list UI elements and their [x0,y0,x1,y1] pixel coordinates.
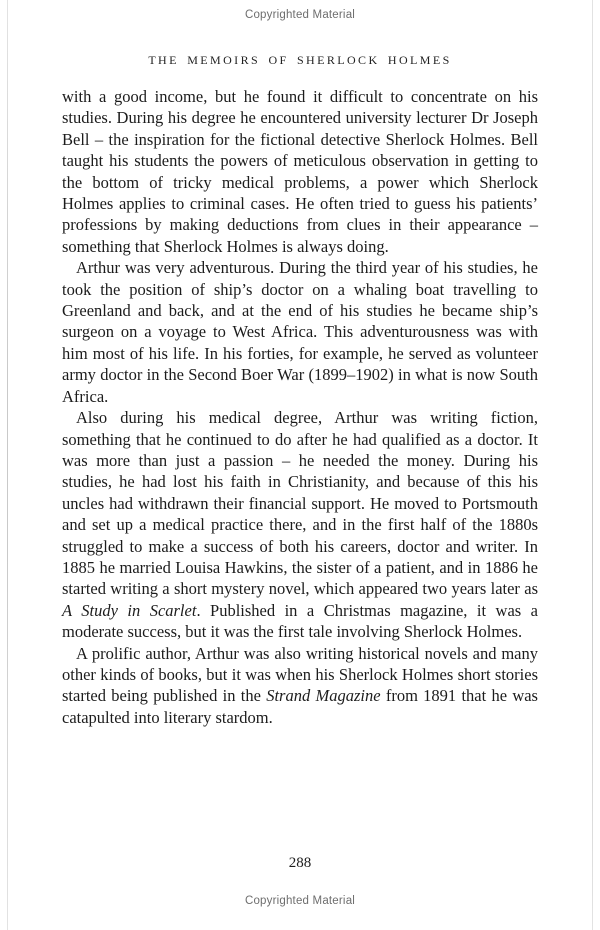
page-edge-left [7,0,8,930]
paragraph [62,643,538,729]
running-head: THE MEMOIRS OF SHERLOCK HOLMES [148,53,452,67]
text-run: Arthur was very adventurous. During the third year of his studies, he took the position of ship’s doctor on a whaling boat travelling to Greenland and back, and at the end of his studies he became ship’s surgeon on a voyage to West Africa. This adventurousness was with him most of his life. In his forties, for example, he served as volunteer army doctor in the Second Boer War (1899–1902) in what is now South Africa. [62,258,538,406]
text-run: . Published in a Christmas magazine, it was a moderate success, but it was the first tale involving Sherlock Holmes. [62,600,539,642]
text-run: with a good income, but he found it difficult to concentrate on his studies. During his degree he encountered university lecturer Dr Joseph Bell – the inspiration for the fictional detective Sherlock Holmes. Bell taught his students the powers of meticulous observation in getting to the bottom of tricky medical problems, a power which Sherlock Holmes applies to criminal cases. He often tried to guess his patients’ professions by making deductions from clues in their appearance – something that Sherlock Holmes is always doing. [62,87,538,256]
copyright-notice-top: Copyrighted Material [244,9,356,21]
page-number: 288 [288,855,312,871]
copyright-notice-bottom: Copyrighted Material [244,895,356,907]
body-text [62,86,538,728]
paragraph [62,407,538,642]
italic-text-run: A Study in Scarlet [62,600,197,620]
text-run: A prolific author, Arthur was also writing historical novels and many other kinds of books, but it was when his Sherlock Holmes short stories started being published in the [62,643,538,706]
page-edge-right [592,0,593,930]
paragraph [62,86,538,257]
italic-text-run: Strand Magazine [266,686,381,706]
text-run: from 1891 that he was catapulted into literary stardom. [62,686,538,727]
text-run: Also during his medical degree, Arthur was writing fiction, something that he continued to do after he had qualified as a doctor. It was more than just a passion – he needed the money. During his studies, he had lost his faith in Christianity, and because of this his uncles had withdrawn their financial support. He moved to Portsmouth and set up a medical practice there, and in the first half of the 1880s struggled to make a success of both his careers, doctor and writer. In 1885 he married Louisa Hawkins, the sister of a patient, and in 1886 he started writing a short mystery novel, which appeared two years later as [62,408,538,599]
paragraph [62,257,538,407]
